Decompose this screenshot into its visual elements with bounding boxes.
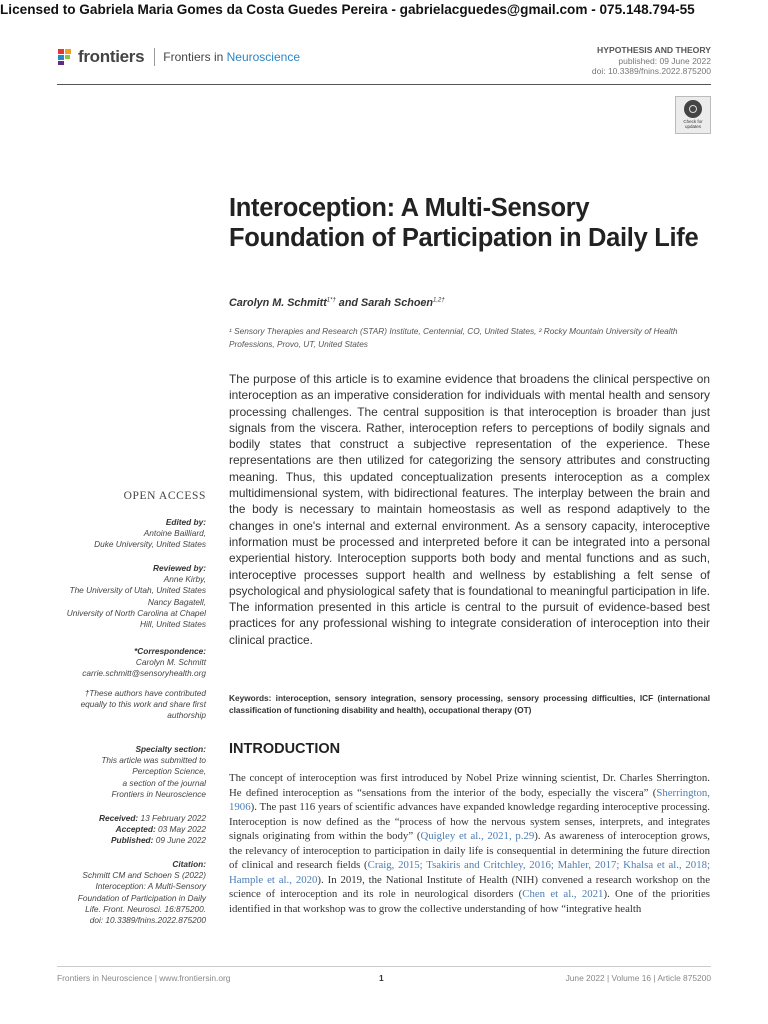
published-date-sidebar [40, 835, 206, 846]
specialty-line-3: a section of the journal [122, 777, 206, 788]
check-for-updates-button[interactable] [675, 96, 711, 134]
reviewer-1-affiliation: The University of Utah, United States [69, 585, 206, 596]
editor-affiliation: Duke University, United States [94, 539, 206, 550]
specialty-line-4: Frontiers in Neuroscience [111, 788, 206, 799]
received-date [40, 813, 206, 824]
header-divider [154, 48, 155, 66]
citation-link[interactable]: Chen et al., 2021 [522, 888, 604, 900]
keywords: Keywords: interoception, sensory integration, sensory processing, sensory processing difficulties, ICF (international classification of functioning disability and health), occupational therapy (OT) [229, 693, 710, 715]
contribution-note [40, 688, 206, 722]
author-1[interactable]: Carolyn M. Schmitt [229, 297, 327, 309]
correspondence-block [40, 646, 206, 680]
abstract: The purpose of this article is to examine evidence that broadens the clinical perspective on interoception as an imperative consideration for individuals with mental health and sensory processing challenges. The central supposition is that interoception is broader than just signals from the viscera. Rather, interoception refers to perceptions of bodily signals and bodily states that construct a subjective representation of the experience. These representations are then utilized for categorizing the sensory attributes and constructing meaning. Thus, this updated conceptualization presents interoception as a complex multidimensional system, with bidirectional features. The interplay between the brain and the body is necessary to maintain homeostasis as well as respond adaptively to the changes in one's internal and external environment. As a sensory capacity, interoceptive information must be processed and interpreted before it can be integrated into a personal experiential history. Interoception supports both body and mental functions and as such, interoceptive processes support health and wellness by establishing a felt sense of psychological and physiological safety that is foundational to meaningful participation in life. The information presented in this article is central to the pursuit of evidence-based best practices for any professional wishing to integrate consideration of interoception into their clinical practice. [229, 372, 710, 647]
introduction-paragraph [229, 771, 710, 916]
check-updates-icon [684, 100, 702, 118]
frontiers-brand[interactable]: frontiers [78, 47, 145, 66]
affiliations: ¹ Sensory Therapies and Research (STAR) Institute, Centennial, CO, United States, ² Rocky Mountain University of Health Professions, Provo, UT, United States [229, 326, 678, 349]
specialty-section-block [40, 744, 206, 800]
badge-line-1: Check for [683, 119, 703, 124]
published-date: published: 09 June 2022 [618, 55, 711, 66]
intro-text-5: ). One of the priorities identified in that workshop was to grow the collective understanding of how “integrative health [229, 888, 710, 915]
citation-block [40, 859, 206, 926]
intro-text-3: ). As awareness of interoception grows, the relevancy of interoception to participation in daily life is consequential in determining the future direction of clinical and research fields ( [229, 830, 710, 871]
citation-link[interactable]: Sherrington, 1906 [229, 786, 710, 813]
footer-rule [57, 966, 711, 967]
reviewed-by-label: Reviewed by: [152, 563, 206, 573]
header-rule [57, 84, 711, 85]
author-2-sup: 1,2† [433, 297, 445, 304]
citation-line-3: Foundation of Participation in Daily [77, 892, 206, 903]
correspondence-email[interactable]: carrie.schmitt@sensoryhealth.org [82, 668, 206, 679]
accepted-label: Accepted: [115, 824, 156, 835]
footer-issue-info: June 2022 | Volume 16 | Article 875200 [565, 973, 711, 983]
correspondence-name: Carolyn M. Schmitt [135, 657, 206, 668]
contribution-line-1: †These authors have contributed [84, 688, 206, 698]
citation-label: Citation: [172, 859, 206, 869]
received-label: Received: [98, 813, 139, 823]
citation-doi[interactable]: doi: 10.3389/fnins.2022.875200 [89, 915, 206, 926]
published-label: Published: [110, 835, 154, 846]
article-title: Interoception: A Multi-Sensory Foundation of Participation in Daily Life [229, 194, 699, 252]
citation-link[interactable]: Craig, 2015; Tsakiris and Critchley, 2016; Mahler, 2017; Khalsa et al., 2018; Hample et al., 2020 [229, 859, 710, 886]
author-join: and [335, 297, 362, 309]
reviewer-2-affiliation-cont: Hill, United States [140, 619, 206, 630]
journal-header [57, 45, 300, 69]
published-value: 09 June 2022 [153, 835, 206, 846]
page-number: 1 [379, 973, 384, 983]
dates-block [40, 813, 206, 847]
journal-name-accent: Neuroscience [226, 50, 300, 64]
author-1-sup: 1*† [326, 297, 336, 304]
article-type: HYPOTHESIS AND THEORY [597, 45, 711, 55]
contribution-line-2: equally to this work and share first [80, 699, 206, 710]
citation-line-1: Schmitt CM and Schoen S (2022) [82, 870, 206, 881]
received-value: 13 February 2022 [138, 813, 206, 823]
edited-by-block [40, 517, 206, 551]
footer-journal-link[interactable]: Frontiers in Neuroscience | www.frontiersin.org [57, 973, 231, 983]
citation-line-2: Interoception: A Multi-Sensory [95, 881, 206, 892]
journal-name[interactable] [163, 50, 300, 64]
section-heading-introduction: INTRODUCTION [229, 741, 341, 757]
license-banner: Licensed to Gabriela Maria Gomes da Costa Guedes Pereira - gabrielacguedes@gmail.com - 075.148.794-55 [0, 2, 695, 17]
author-2[interactable]: Sarah Schoen [361, 297, 434, 309]
specialty-section-label: Specialty section: [135, 744, 206, 754]
editor-name[interactable]: Antoine Bailliard, [143, 528, 206, 539]
open-access-label: OPEN ACCESS [123, 490, 206, 502]
accepted-date [40, 824, 206, 835]
article-meta [592, 45, 711, 77]
accepted-value: 03 May 2022 [155, 824, 206, 835]
correspondence-label: *Correspondence: [134, 646, 206, 656]
reviewer-2-name[interactable]: Nancy Bagatell, [147, 596, 206, 607]
intro-text-2: ). The past 116 years of scientific advances have expanded knowledge regarding interoceptive processing. Interoception is now defined as the “process of how the nervous system senses, interprets, and integrates signals originating from within the body” ( [229, 801, 710, 842]
author-list [229, 297, 445, 309]
specialty-line-2: Perception Science, [132, 766, 206, 777]
frontiers-logo-icon [57, 48, 73, 66]
reviewed-by-block [40, 563, 206, 630]
intro-text-1: The concept of interoception was first introduced by Nobel Prize winning scientist, Dr. Charles Sherrington. He defined interoception as “sensations from the interior of the body, especially the viscera” ( [229, 772, 710, 799]
contribution-line-3: authorship [167, 710, 206, 721]
citation-link[interactable]: Quigley et al., 2021, p.29 [420, 830, 535, 842]
reviewer-1-name[interactable]: Anne Kirby, [163, 574, 206, 585]
citation-line-4: Life. Front. Neurosci. 16:875200. [85, 903, 206, 914]
reviewer-2-affiliation: University of North Carolina at Chapel [66, 607, 206, 618]
badge-line-2: updates [684, 124, 701, 129]
intro-text-4: ). In 2019, the National Institute of Health (NIH) convened a research workshop on the science of interoception and its role in neurological disorders ( [229, 873, 710, 900]
article-doi[interactable]: doi: 10.3389/fnins.2022.875200 [591, 66, 711, 76]
edited-by-label: Edited by: [165, 517, 206, 527]
journal-prefix: Frontiers in [163, 50, 227, 64]
specialty-line-1: This article was submitted to [101, 755, 206, 766]
